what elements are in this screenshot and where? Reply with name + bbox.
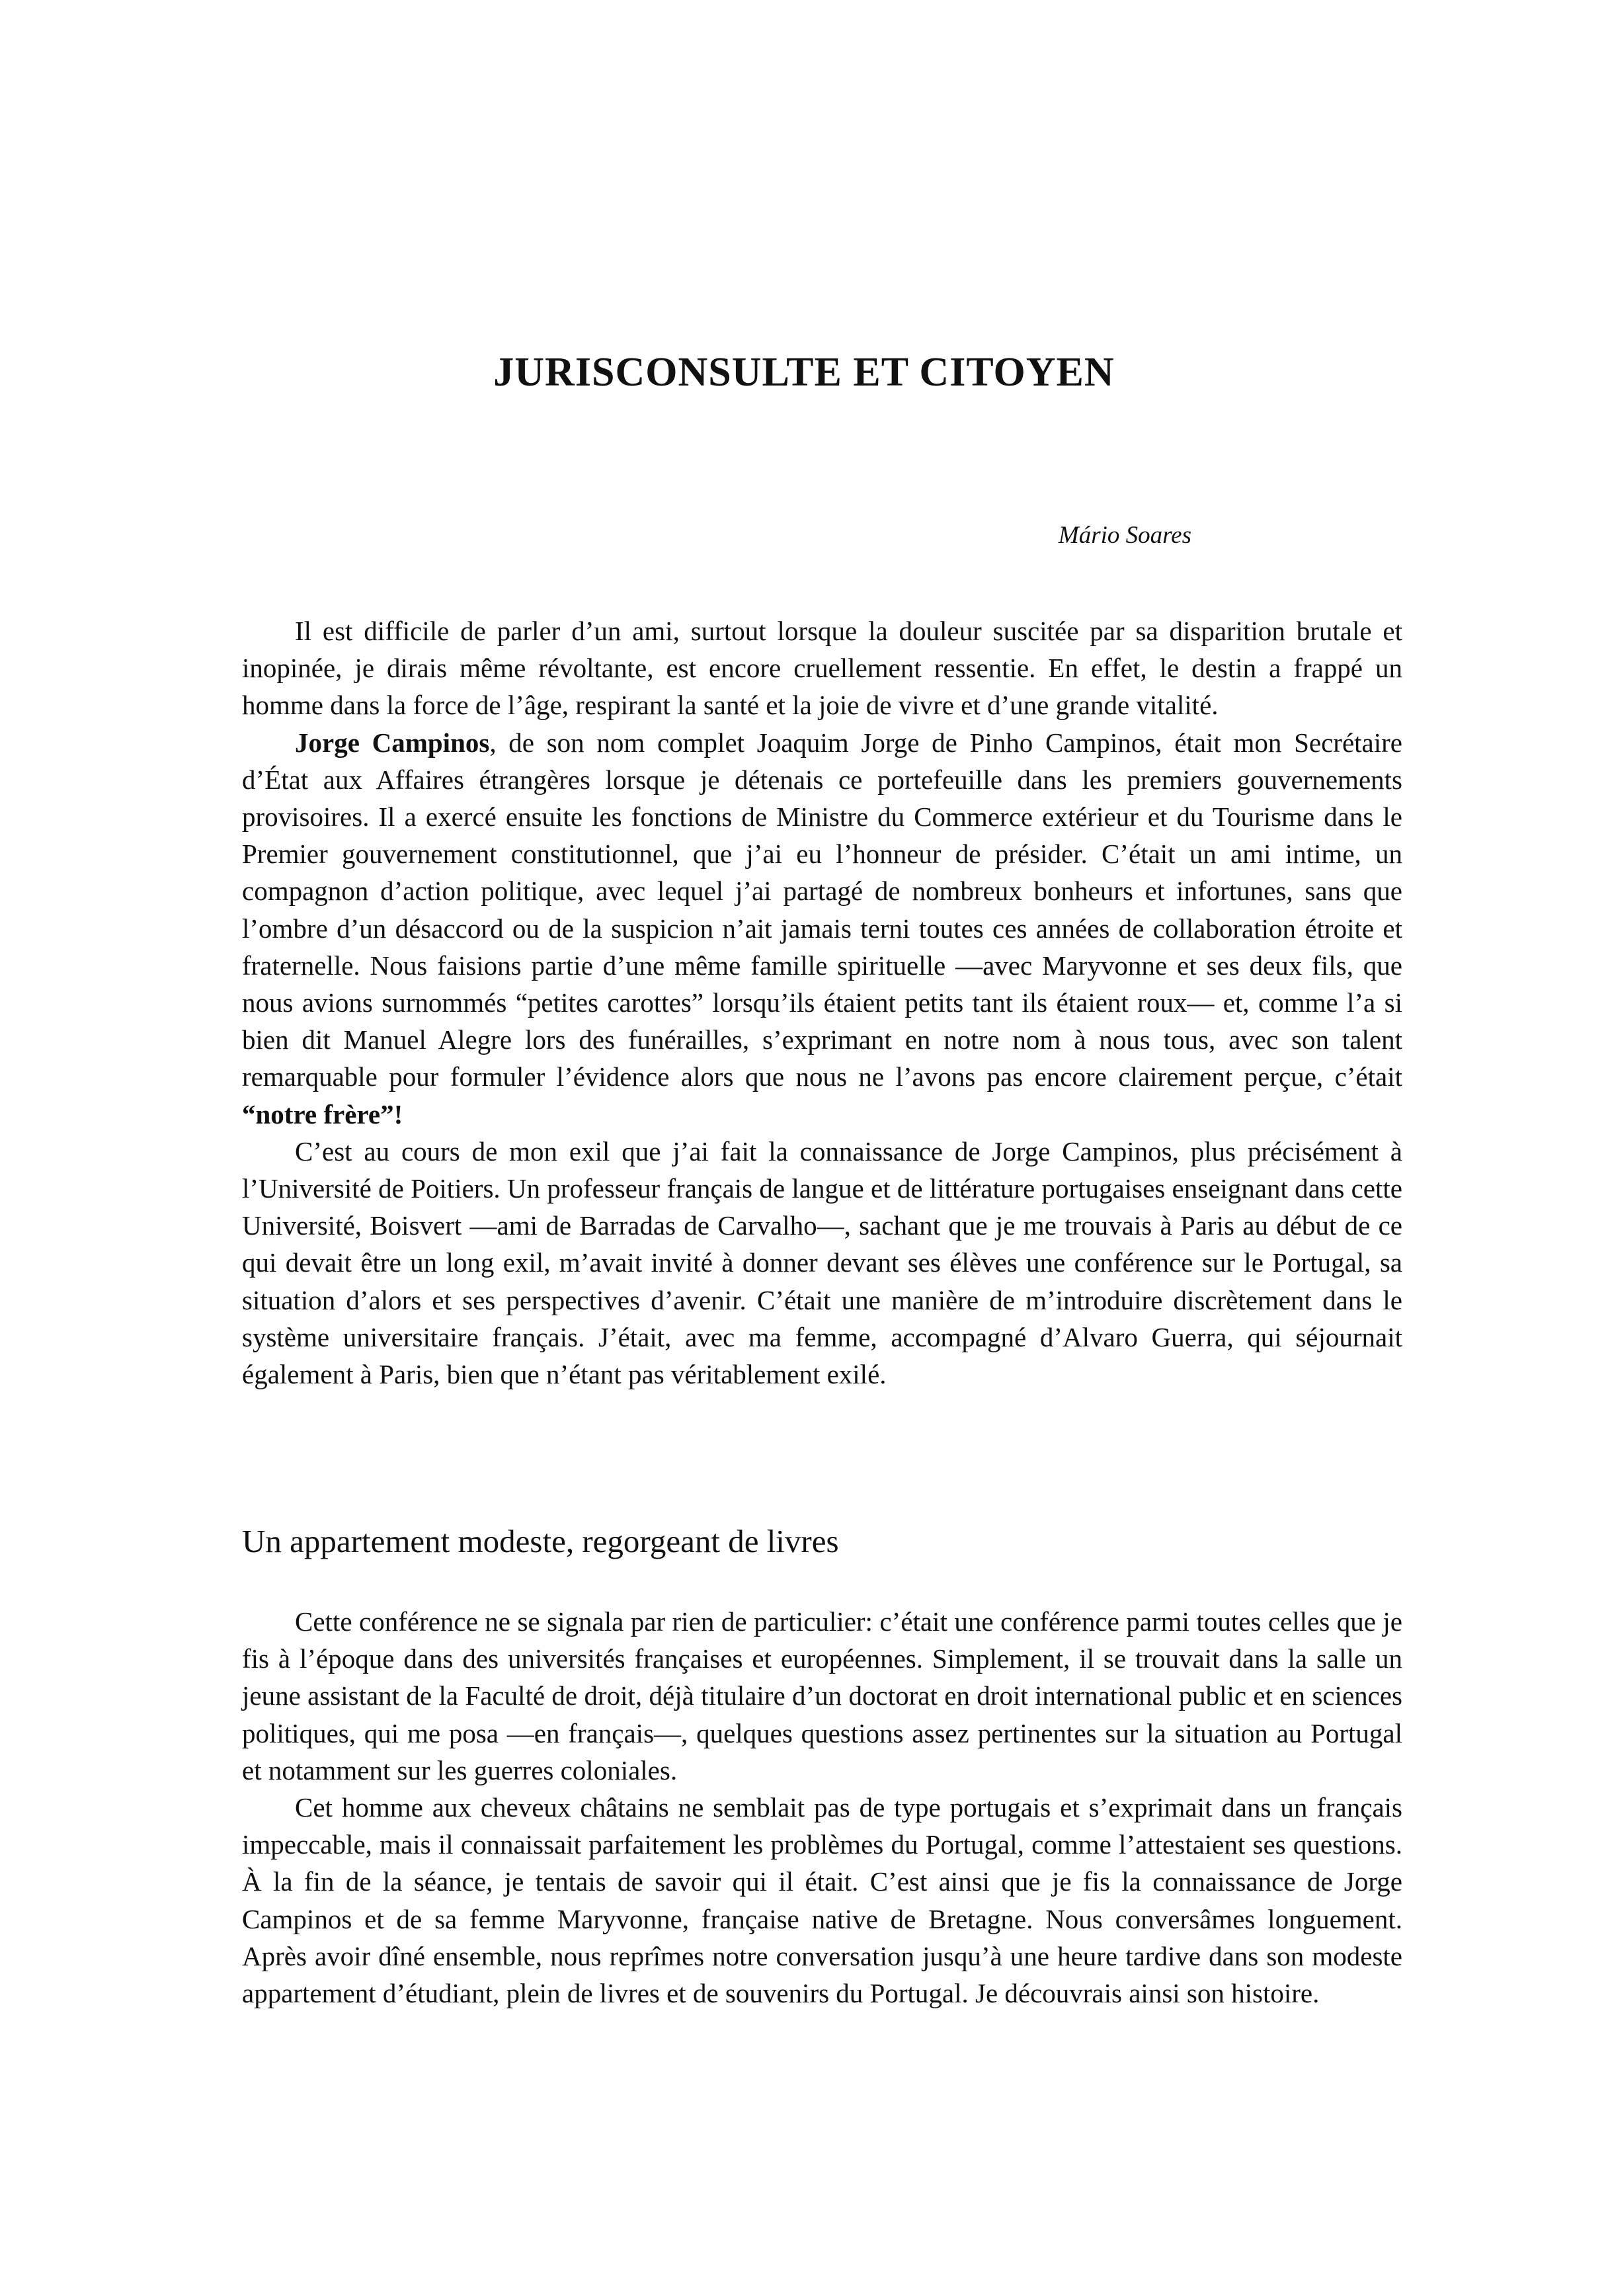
paragraph-2 [242,724,1402,1133]
paragraph-3: C’est au cours de mon exil que j’ai fait la connaissance de Jorge Campinos, plus précisément à l’Université de Poitiers. Un professeur français de langue et de littérature portugaises enseignant dans cette Université, Boisvert —ami de Barradas de Carvalho—, sachant que je me trouvais à Paris au début de ce qui devait être un long exil, m’avait invité à donner devant ses élèves une conférence sur le Portugal, sa situation d’alors et ses perspectives d’avenir. C’était une manière de m’introduire discrètement dans le système universitaire français. J’était, avec ma femme, accompagné d’Alvaro Guerra, qui séjournait également à Paris, bien que n’étant pas véritablement exilé. [242,1135,1402,1390]
paragraph-1: Il est difficile de parler d’un ami, surtout lorsque la douleur suscitée par sa disparition brutale et inopinée, je dirais même révoltante, est encore cruellement ressentie. En effet, le destin a frappé un homme dans la force de l’âge, respirant la santé et la joie de vivre et d’une grande vitalité. [242,616,1402,721]
paragraph-2-text: , de son nom complet Joaquim Jorge de Pinho Campinos, était mon Secrétaire d’État aux Affaires étrangères lorsque je détenais ce portefeuille dans les premiers gouvernements provisoires. Il a exercé ensuite les fonctions de Ministre du Commerce extérieur et du Tourisme dans le Premier gouvernement constitutionnel, que j’ai eu l’honneur de présider. C’était un ami intime, un compagnon d’action politique, avec lequel j’ai partagé de nombreux bonheurs et infortunes, sans que l’ombre d’un désaccord ou de la suspicion n’ait jamais terni toutes ces années de collaboration étroite et fraternelle. Nous faisions partie d’une même famille spirituelle —avec Maryvonne et ses deux fils, que nous avions surnommés “petites carottes” lorsqu’ils étaient petits tant ils étaient roux— et, comme l’a si bien dit Manuel Alegre lors des funérailles, s’exprimant en notre nom à nous tous, avec son talent remarquable pour formuler l’évidence alors que nous ne l’avons pas encore clairement perçue, c’était [242,727,1402,1092]
page-title: JURISCONSULTE ET CITOYEN [493,350,1115,395]
bold-emphasis: “notre frère”! [242,1098,403,1129]
section-heading: Un appartement modeste, regorgeant de livres [242,1523,839,1559]
author-byline: Mário Soares [1058,522,1191,549]
body-section-1 [242,612,1402,1393]
paragraph-4: Cette conférence ne se signala par rien de particulier: c’était une conférence parmi toutes celles que je fis à l’époque dans des universités françaises et européennes. Simplement, il se trouvait dans la salle un jeune assistant de la Faculté de droit, déjà titulaire d’un doctorat en droit international public et en sciences politiques, qui me posa —en français—, quelques questions assez pertinentes sur la situation au Portugal et notamment sur les guerres coloniales. [242,1606,1402,1785]
body-section-2 [242,1603,1402,2012]
bold-name: Jorge Campinos [295,727,490,758]
paragraph-5: Cet homme aux cheveux châtains ne semblait pas de type portugais et s’exprimait dans un français impeccable, mais il connaissait parfaitement les problèmes du Portugal, comme l’attestaient ses questions. À la fin de la séance, je tentais de savoir qui il était. C’est ainsi que je fis la connaissance de Jorge Campinos et de sa femme Maryvonne, française native de Bretagne. Nous conversâmes longuement. Après avoir dîné ensemble, nous reprîmes notre conversation jusqu’à une heure tardive dans son modeste appartement d’étudiant, plein de livres et de souvenirs du Portugal. Je découvrais ainsi son histoire. [242,1792,1402,2009]
